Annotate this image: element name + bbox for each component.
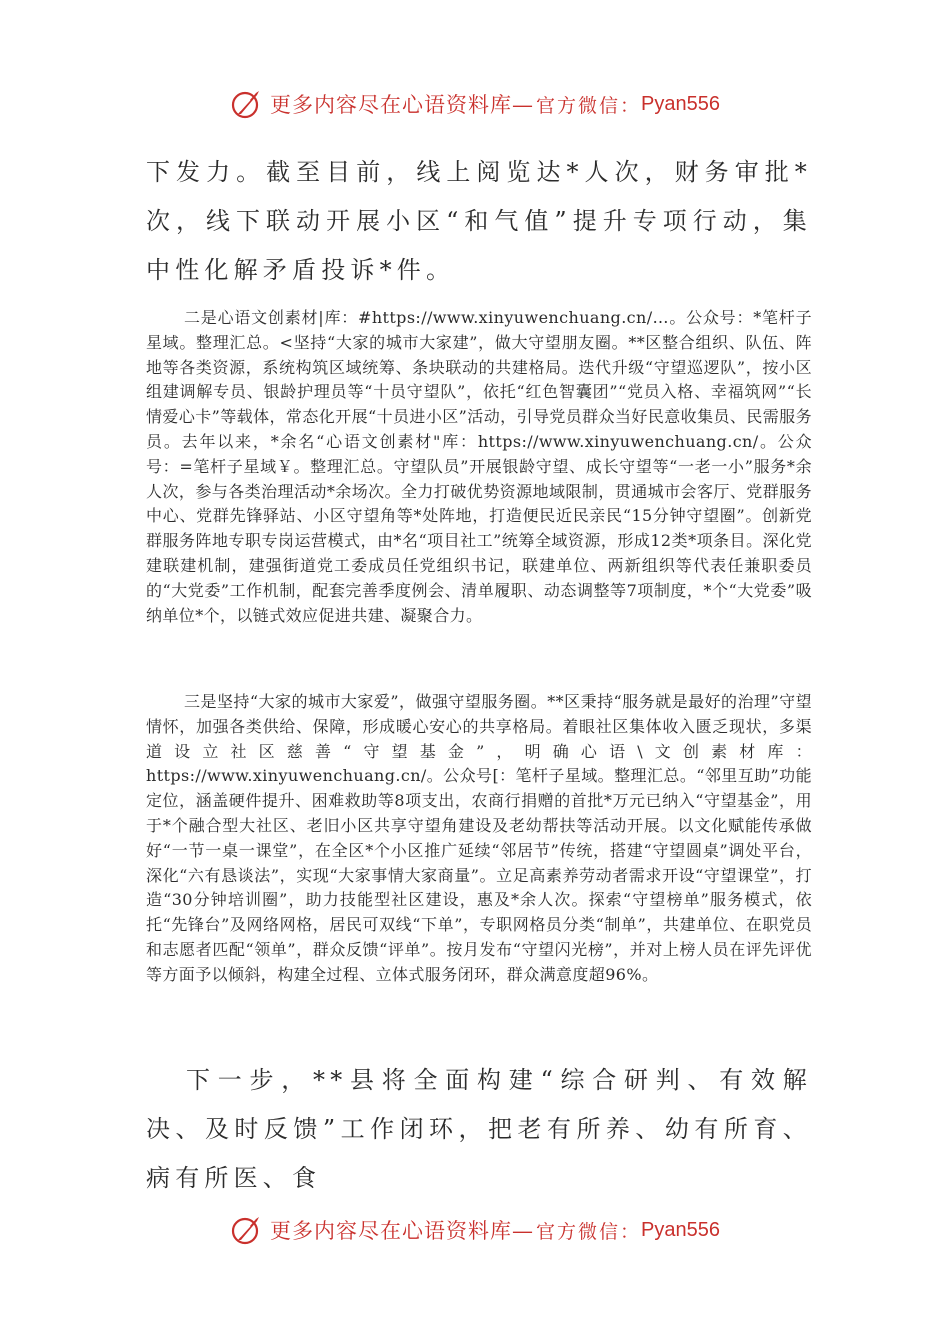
- watermark-brand: 更多内容尽在心语资料库—: [270, 93, 534, 117]
- paragraph-section-two: 二是心语文创素材|库：#https://www.xinyuwenchuang.cn/…。公众号：*笔杆子星域。整理汇总。<坚持“大家的城市大家建”，做大守望朋友圈。**区整合组织、队伍、阵地等各类资源，系统构筑区域统筹、条块联动的共建格局。迭代升级“守望巡逻队”，按小区组建调解专员、银龄护理员等“十员守望队”，依托“红色智囊团”“党员入格、幸福筑网”“长情爱心卡”等载体，常态化开展“十员进小区”活动，引导党员群众当好民意收集员、民需服务员。去年以来，*余名“心语文创素材"库：https://www.xinyuwenchuang.cn/。公众号：=笔杆子星域￥。整理汇总。守望队员”开展银龄守望、成长守望等“一老一小”服务*余人次，参与各类治理活动*余场次。全力打破优势资源地域限制，贯通城市会客厅、党群服务中心、党群先锋驿站、小区守望角等*处阵地，打造便民近民亲民“15分钟守望圈”。创新党群服务阵地专职专岗运营模式，由*名“项目社工”统筹全域资源，形成12类*项条目。深化党建联建机制，建强街道党工委成员任党组织书记，联建单位、两新组织等代表任兼职委员的“大党委”工作机制，配套完善季度例会、清单履职、动态调整等7项制度，*个“大党委”吸纳单位*个，以链式效应促进共建、凝聚合力。: [146, 308, 812, 625]
- paragraph-section-three: 三是坚持“大家的城市大家爱”，做强守望服务圈。**区秉持“服务就是最好的治理”守望情怀，加强各类供给、保障，形成暖心安心的共享格局。着眼社区集体收入匮乏现状，多渠道设立社区慈善“守望基金”，明确心语\文创素材库：https://www.xinyuwenchuang.cn/。公众号[：笔杆子星域。整理汇总。“邻里互助”功能定位，涵盖硬件提升、困难救助等8项支出，农商行捐赠的首批*万元已纳入“守望基金”，用于*个融合型大社区、老旧小区共享守望角建设及老幼帮扶等活动开展。以文化赋能传承做好“一节一桌一课堂”，在全区*个小区推广延续“邻居节”传统，搭建“守望圆桌”调处平台，深化“六有恳谈法”，实现“大家事情大家商量”。立足高素养劳动者需求开设“守望课堂”，打造“30分钟培训圈”，助力技能型社区建设，惠及*余人次。探索“守望榜单”服务模式，依托“先锋台”及网络网格，居民可双线“下单”，专职网格员分类“制单”，共建单位、在职党员和志愿者匹配“领单”，群众反馈“评单”。按月发布“守望闪光榜”，并对上榜人员在评先评优等方面予以倾斜，构建全过程、立体式服务闭环，群众满意度超96%。: [146, 692, 812, 984]
- footer-watermark: [0, 1210, 950, 1250]
- watermark-wechat-label: 官方微信：: [536, 94, 642, 117]
- paragraph-intro: 下发力。截至目前，线上阅览达*人次，财务审批*次，线下联动开展小区“和气值”提升专项行动，集中性化解矛盾投诉*件。: [146, 158, 812, 284]
- watermark-wechat-id: Pyan556: [641, 1218, 720, 1241]
- quill-pen-logo-icon: [230, 87, 264, 121]
- quill-pen-logo-icon: [230, 1213, 264, 1247]
- paragraph-next-step: 下一步，**县将全面构建“综合研判、有效解决、及时反馈”工作闭环，把老有所养、幼有所育、病有所医、食: [146, 1066, 812, 1192]
- watermark-wechat-label: 官方微信：: [536, 1220, 642, 1243]
- header-watermark: [0, 84, 950, 124]
- watermark-wechat-id: Pyan556: [641, 92, 720, 115]
- watermark-brand: 更多内容尽在心语资料库—: [270, 1219, 534, 1243]
